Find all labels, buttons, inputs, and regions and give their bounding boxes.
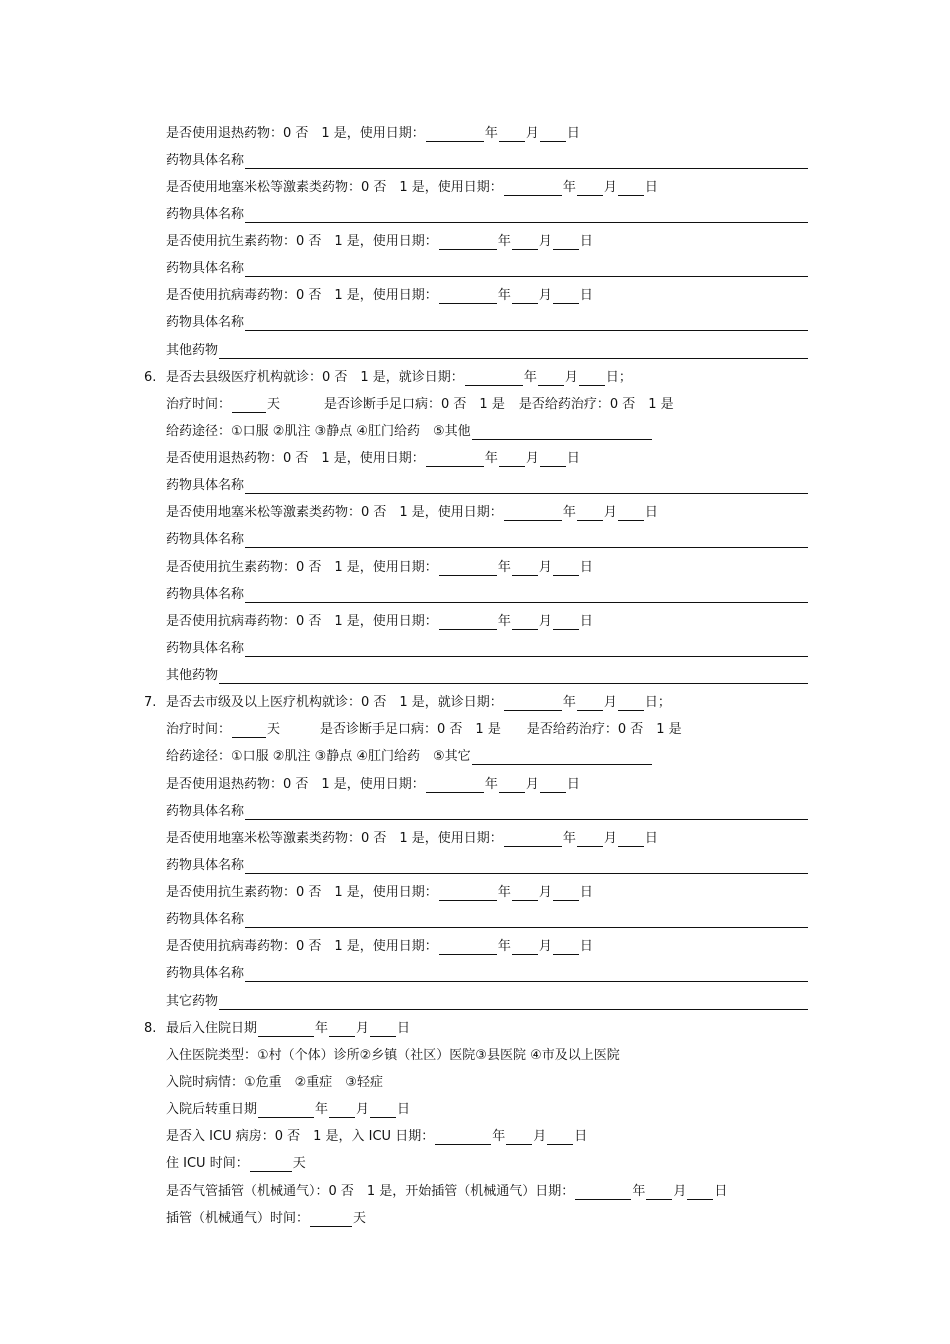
drug-name-blank[interactable] (245, 479, 808, 494)
month-blank[interactable] (577, 832, 603, 847)
antiviral-question: 是否使用抗病毒药物：0 否 1 是，使用日期： 年 月 日 (166, 288, 593, 303)
drug-name-line: 药物具体名称 (166, 474, 808, 494)
drug-name-line: 药物具体名称 (166, 854, 808, 874)
hospital-type-line: 入住医院类型：①村（个体）诊所②乡镇（社区）医院③县医院 ④市及以上医院 (166, 1048, 620, 1063)
day-blank[interactable] (370, 1022, 396, 1037)
steroid-question: 是否使用地塞米松等激素类药物：0 否 1 是，使用日期： 年 月 日 (166, 831, 658, 846)
antipyretic-question: 是否使用退热药物：0 否 1 是，使用日期： 年 月 日 (166, 451, 580, 466)
drug-name-line: 药物具体名称 (166, 149, 808, 169)
day-blank[interactable] (618, 181, 644, 196)
month-blank[interactable] (512, 561, 538, 576)
year-blank[interactable] (465, 371, 523, 386)
days-blank[interactable] (310, 1212, 352, 1227)
antibiotic-question: 是否使用抗生素药物：0 否 1 是，使用日期： 年 月 日 (166, 234, 593, 249)
worsen-date-line: 入院后转重日期 年 月 日 (166, 1102, 411, 1117)
drug-name-blank[interactable] (245, 316, 808, 331)
month-blank[interactable] (577, 696, 603, 711)
q6-title: 6. 是否去县级医疗机构就诊：0 否 1 是，就诊日期： 年 月 日； (144, 370, 632, 385)
admit-condition-line: 入院时病情：①危重 ②重症 ③轻症 (166, 1075, 383, 1090)
intubation-question-line: 是否气管插管（机械通气）：0 否 1 是，开始插管（机械通气）日期： 年 月 日 (166, 1184, 728, 1199)
drug-name-line: 药物具体名称 (166, 908, 808, 928)
day-blank[interactable] (540, 778, 566, 793)
year-blank[interactable] (426, 452, 484, 467)
day-blank[interactable] (618, 696, 644, 711)
drug-name-line: 药物具体名称 (166, 962, 808, 982)
year-blank[interactable] (504, 181, 562, 196)
year-blank[interactable] (504, 506, 562, 521)
year-blank[interactable] (435, 1130, 491, 1145)
q6-treatment-line: 治疗时间： 天 是否诊断手足口病：0 否 1 是 是否给药治疗：0 否 1 是 (166, 397, 674, 412)
month-blank[interactable] (329, 1022, 355, 1037)
year-blank[interactable] (504, 832, 562, 847)
drug-name-line: 药物具体名称 (166, 637, 808, 657)
q7-treatment-line: 治疗时间： 天 是否诊断手足口病：0 否 1 是 是否给药治疗：0 否 1 是 (166, 722, 682, 737)
q8-title: 8. 最后入住院日期 年 月 日 (144, 1021, 411, 1036)
year-blank[interactable] (439, 235, 497, 250)
year-blank[interactable] (439, 561, 497, 576)
day-blank[interactable] (687, 1185, 713, 1200)
other-drug-blank[interactable] (219, 669, 808, 684)
other-drug-blank[interactable] (219, 995, 808, 1010)
day-blank[interactable] (579, 371, 605, 386)
drug-name-line: 药物具体名称 (166, 583, 808, 603)
drug-name-line: 药物具体名称 (166, 203, 808, 223)
intubation-time-line: 插管（机械通气）时间： 天 (166, 1211, 367, 1226)
drug-name-blank[interactable] (245, 967, 808, 982)
antiviral-question: 是否使用抗病毒药物：0 否 1 是，使用日期： 年 月 日 (166, 939, 593, 954)
month-blank[interactable] (577, 506, 603, 521)
days-blank[interactable] (232, 723, 266, 738)
other-drug-line: 其它药物 (166, 990, 808, 1010)
drug-name-blank[interactable] (245, 208, 808, 223)
steroid-question: 是否使用地塞米松等激素类药物：0 否 1 是，使用日期： 年 月 日 (166, 180, 658, 195)
icu-question-line: 是否入 ICU 病房：0 否 1 是，入 ICU 日期： 年 月 日 (166, 1129, 588, 1144)
antiviral-question: 是否使用抗病毒药物：0 否 1 是，使用日期： 年 月 日 (166, 614, 593, 629)
day-blank[interactable] (370, 1103, 396, 1118)
route-other-blank[interactable] (472, 750, 652, 765)
month-blank[interactable] (499, 778, 525, 793)
antibiotic-question: 是否使用抗生素药物：0 否 1 是，使用日期： 年 月 日 (166, 885, 593, 900)
day-blank[interactable] (553, 289, 579, 304)
month-blank[interactable] (512, 289, 538, 304)
month-blank[interactable] (506, 1130, 532, 1145)
month-blank[interactable] (512, 235, 538, 250)
day-blank[interactable] (540, 127, 566, 142)
month-blank[interactable] (512, 940, 538, 955)
q6-route-line: 给药途径：①口服 ②肌注 ③静点 ④肛门给药 ⑤其他 (166, 420, 808, 440)
day-blank[interactable] (553, 561, 579, 576)
drug-name-line: 药物具体名称 (166, 800, 808, 820)
day-blank[interactable] (553, 615, 579, 630)
drug-name-blank[interactable] (245, 262, 808, 277)
drug-name-blank[interactable] (245, 859, 808, 874)
antibiotic-question: 是否使用抗生素药物：0 否 1 是，使用日期： 年 月 日 (166, 560, 593, 575)
month-blank[interactable] (512, 615, 538, 630)
day-blank[interactable] (547, 1130, 573, 1145)
route-other-blank[interactable] (472, 425, 652, 440)
days-blank[interactable] (250, 1157, 292, 1172)
year-blank[interactable] (439, 886, 497, 901)
q7-title: 7. 是否去市级及以上医疗机构就诊：0 否 1 是，就诊日期： 年 月 日； (144, 695, 671, 710)
month-blank[interactable] (499, 452, 525, 467)
day-blank[interactable] (553, 235, 579, 250)
drug-name-blank[interactable] (245, 588, 808, 603)
year-blank[interactable] (439, 940, 497, 955)
year-blank[interactable] (439, 289, 497, 304)
day-blank[interactable] (618, 506, 644, 521)
month-blank[interactable] (646, 1185, 672, 1200)
q7-route-line: 给药途径：①口服 ②肌注 ③静点 ④肛门给药 ⑤其它 (166, 745, 808, 765)
month-blank[interactable] (538, 371, 564, 386)
month-blank[interactable] (329, 1103, 355, 1118)
year-blank[interactable] (439, 615, 497, 630)
year-blank[interactable] (258, 1022, 314, 1037)
year-blank[interactable] (504, 696, 562, 711)
other-drug-line: 其他药物 (166, 664, 808, 684)
month-blank[interactable] (512, 886, 538, 901)
month-blank[interactable] (577, 181, 603, 196)
other-drug-line: 其他药物 (166, 339, 808, 359)
day-blank[interactable] (540, 452, 566, 467)
antipyretic-question: 是否使用退热药物：0 否 1 是，使用日期： 年 月 日 (166, 126, 580, 141)
other-drug-blank[interactable] (219, 344, 808, 359)
drug-name-line: 药物具体名称 (166, 528, 808, 548)
icu-time-line: 住 ICU 时间： 天 (166, 1156, 306, 1171)
drug-name-line: 药物具体名称 (166, 257, 808, 277)
drug-name-blank[interactable] (245, 642, 808, 657)
day-blank[interactable] (553, 886, 579, 901)
year-blank[interactable] (426, 127, 484, 142)
days-blank[interactable] (232, 398, 266, 413)
drug-name-blank[interactable] (245, 913, 808, 928)
drug-name-blank[interactable] (245, 533, 808, 548)
drug-name-blank[interactable] (245, 805, 808, 820)
year-blank[interactable] (258, 1103, 314, 1118)
year-blank[interactable] (575, 1185, 631, 1200)
antipyretic-question: 是否使用退热药物：0 否 1 是，使用日期： 年 月 日 (166, 777, 580, 792)
steroid-question: 是否使用地塞米松等激素类药物：0 否 1 是，使用日期： 年 月 日 (166, 505, 658, 520)
day-blank[interactable] (553, 940, 579, 955)
drug-name-line: 药物具体名称 (166, 311, 808, 331)
day-blank[interactable] (618, 832, 644, 847)
year-blank[interactable] (426, 778, 484, 793)
drug-name-blank[interactable] (245, 154, 808, 169)
month-blank[interactable] (499, 127, 525, 142)
